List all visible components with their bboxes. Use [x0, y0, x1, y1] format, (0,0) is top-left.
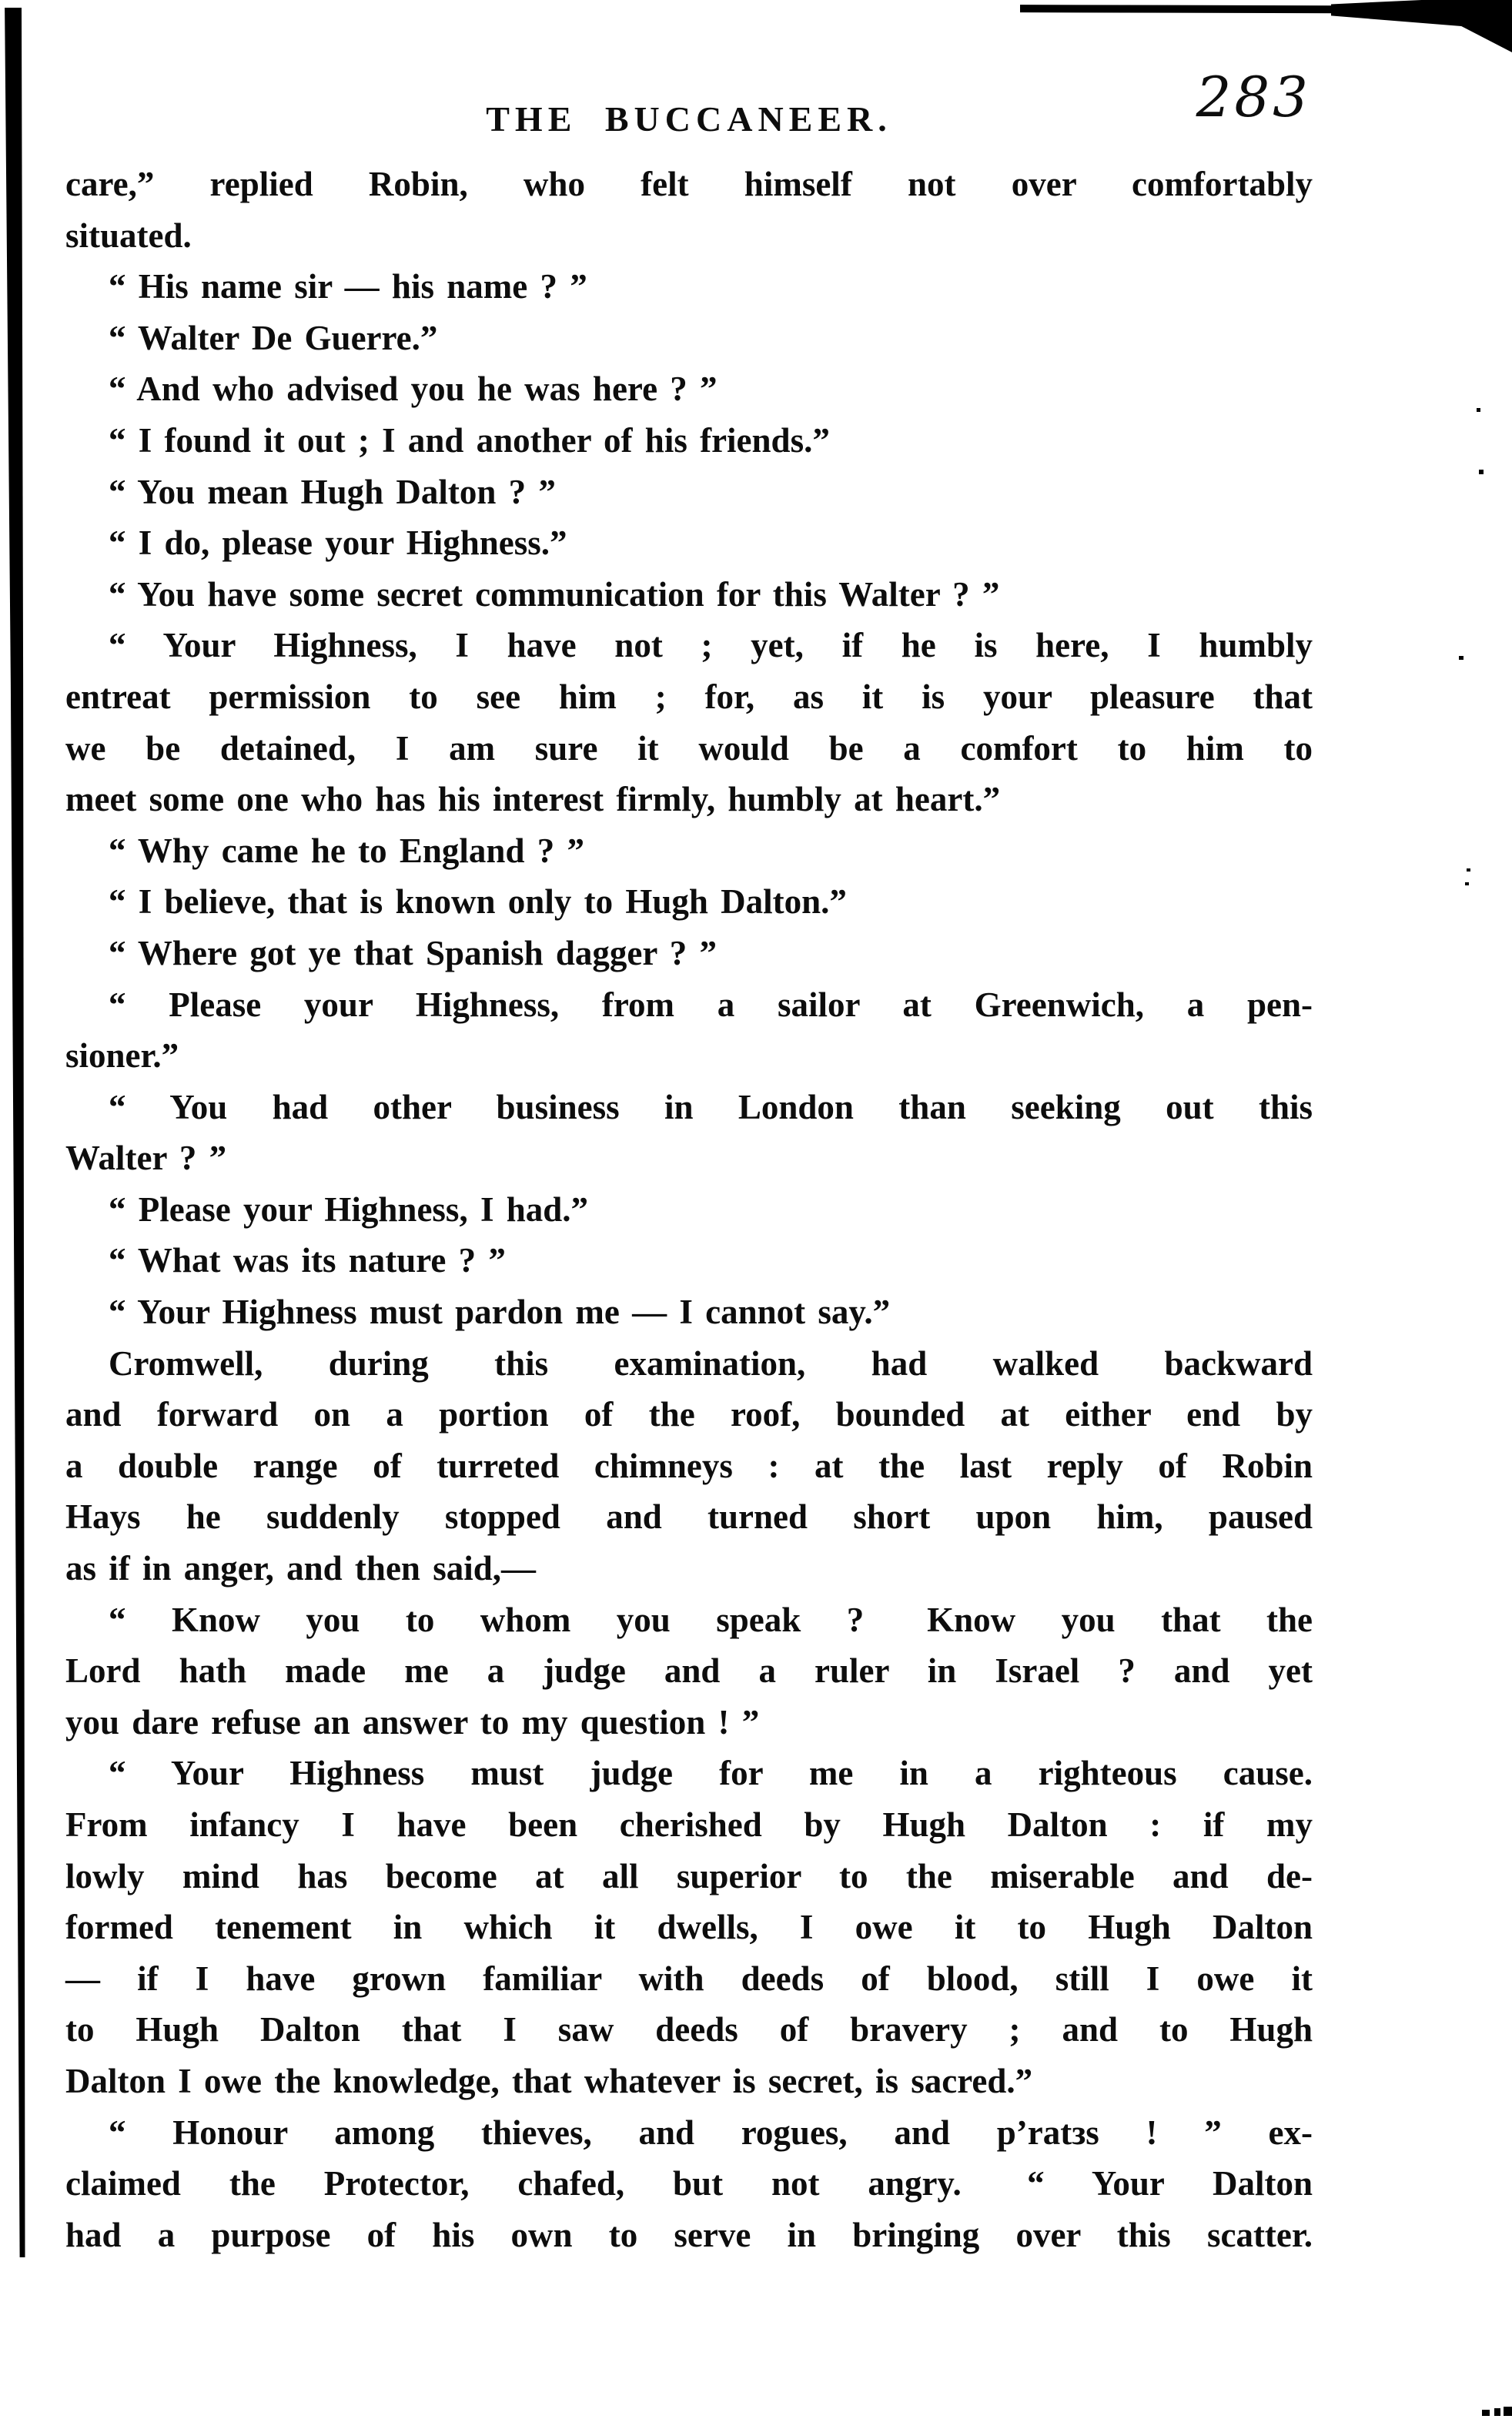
text-line: “ His name sir — his name ? ”: [109, 267, 587, 306]
text-line: Lord hath made me a judge and a ruler in Israel ? and yet: [65, 1651, 1313, 1691]
text-line: Cromwell, during this examination, had walked backward: [109, 1343, 1313, 1383]
text-line: meet some one who has his interest firmly, humbly at heart.”: [65, 780, 1001, 819]
text-line: “ You had other business in London than seeking out this: [109, 1087, 1313, 1126]
ink-speck: [1482, 2410, 1490, 2416]
text-line: “ Your Highness must pardon me — I cannot say.”: [109, 1293, 891, 1332]
text-line: care,” replied Robin, who felt himself not over comfortably: [65, 165, 1313, 203]
text-line: had a purpose of his own to serve in bringing over this scatter.: [65, 2215, 1313, 2254]
text-line: as if in anger, and then said,—: [65, 1549, 536, 1588]
text-line: — if I have grown familiar with deeds of blood, still I owe it: [65, 1959, 1313, 1998]
text-line: Walter ? ”: [65, 1139, 227, 1178]
text-line: “ I believe, that is known only to Hugh Dalton.”: [109, 882, 847, 922]
page-number: 283: [1196, 65, 1311, 129]
text-line: “ And who advised you he was here ? ”: [109, 370, 718, 409]
text-line: entreat permission to see him ; for, as it is your pleasure that: [65, 677, 1313, 716]
ink-speck: [1459, 656, 1463, 660]
text-line: “ Why came he to England ? ”: [109, 831, 584, 870]
ink-speck: [1465, 882, 1469, 885]
text-line: “ What was its nature ? ”: [109, 1241, 506, 1280]
text-line: Hays he suddenly stopped and turned short upon him, paused: [65, 1497, 1313, 1537]
text-line: “ Your Highness must judge for me in a righteous cause.: [109, 1754, 1313, 1793]
ink-speck: [1494, 2408, 1500, 2416]
text-line: to Hugh Dalton that I saw deeds of bravery ; and to Hugh: [65, 2010, 1313, 2049]
text-column: [65, 159, 1313, 2260]
text-line: “ Please your Highness, I had.”: [109, 1189, 589, 1229]
text-line: “ Please your Highness, from a sailor at Greenwich, a pen-: [109, 985, 1313, 1024]
text-line: and forward on a portion of the roof, bounded at either end by: [65, 1395, 1313, 1434]
text-line: “ Walter De Guerre.”: [109, 318, 438, 357]
scan-corner-artifact: [1331, 0, 1512, 52]
ink-speck: [1479, 470, 1484, 474]
text-line: “ You mean Hugh Dalton ? ”: [109, 472, 556, 511]
text-line: situated.: [65, 216, 192, 255]
ink-speck: [1467, 868, 1470, 872]
text-line: lowly mind has become at all superior to the miserable and de-: [65, 1856, 1313, 1895]
text-line: From infancy I have been cherished by Hugh Dalton : if my: [65, 1805, 1313, 1844]
text-line: sioner.”: [65, 1036, 179, 1076]
text-line: “ Where got ye that Spanish dagger ? ”: [109, 933, 718, 972]
text-line: “ I do, please your Highness.”: [109, 524, 567, 563]
binding-shadow-artifact: [3, 8, 26, 2257]
text-line: claimed the Protector, chafed, but not angry. “ Your Dalton: [65, 2164, 1313, 2203]
text-line: “ Know you to whom you speak ? Know you that the: [109, 1600, 1313, 1639]
text-line: you dare refuse an answer to my question ! ”: [65, 1702, 760, 1741]
text-line: “ I found it out ; I and another of his friends.”: [109, 420, 830, 460]
running-header: THE BUCCANEER.: [486, 99, 892, 139]
page-header-row: [65, 65, 1313, 152]
text-line: “ Your Highness, I have not ; yet, if he is here, I humbly: [109, 626, 1313, 665]
ink-speck: [1477, 408, 1480, 412]
text-line: we be detained, I am sure it would be a comfort to him to: [65, 728, 1313, 768]
text-line: Dalton I owe the knowledge, that whatever is secret, is sacred.”: [65, 2061, 1033, 2100]
text-line: “ Honour among thieves, and rogues, and p’ratзs ! ” ex-: [109, 2113, 1313, 2152]
text-line: “ You have some secret communication for this Walter ? ”: [109, 574, 1000, 614]
text-line: formed tenement in which it dwells, I owe it to Hugh Dalton: [65, 1908, 1313, 1947]
text-line: a double range of turreted chimneys : at the last reply of Robin: [65, 1446, 1313, 1485]
ink-speck: [1504, 2407, 1512, 2416]
